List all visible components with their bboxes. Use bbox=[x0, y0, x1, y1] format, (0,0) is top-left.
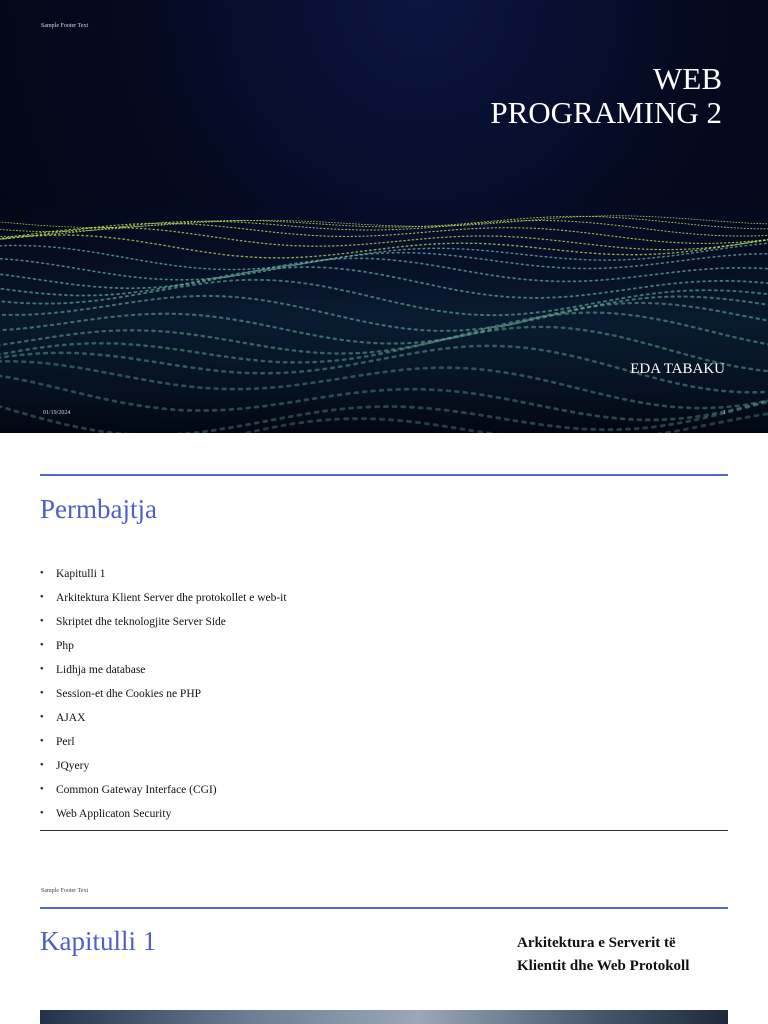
contents-list bbox=[40, 564, 287, 828]
page-number: 1 bbox=[723, 410, 726, 416]
subtitle-line-2: Klientit dhe Web Protokoll bbox=[517, 958, 690, 974]
slide-title bbox=[322, 62, 722, 130]
list-item: • Kapitulli 1 bbox=[40, 564, 287, 588]
top-rule bbox=[40, 474, 728, 476]
contents-heading: Permbajtja bbox=[40, 494, 157, 524]
footer-text: Sample Footer Text bbox=[41, 888, 89, 894]
list-item: • Arkitektura Klient Server dhe protokollet e web-it bbox=[40, 588, 287, 612]
author-name: EDA TABAKU bbox=[630, 361, 725, 377]
list-item: • Web Applicaton Security bbox=[40, 804, 287, 828]
subtitle-line-1: Arkitektura e Serverit të bbox=[517, 935, 676, 951]
list-item: • Session-et dhe Cookies ne PHP bbox=[40, 684, 287, 708]
footer-text: Sample Footer Text bbox=[41, 23, 89, 29]
title-line-1: WEB bbox=[653, 61, 722, 96]
list-item: • AJAX bbox=[40, 708, 287, 732]
list-item: • Perl bbox=[40, 732, 287, 756]
chapter-slide bbox=[0, 865, 768, 1024]
bottom-rule bbox=[40, 830, 728, 831]
list-item: • Skriptet dhe teknologjite Server Side bbox=[40, 612, 287, 636]
chapter-heading: Kapitulli 1 bbox=[40, 926, 157, 956]
list-item: • Lidhja me database bbox=[40, 660, 287, 684]
top-rule bbox=[40, 907, 728, 909]
title-slide bbox=[0, 0, 768, 433]
list-item: • Common Gateway Interface (CGI) bbox=[40, 780, 287, 804]
slide-date: 01/19/2024 bbox=[43, 410, 71, 416]
list-item: • JQyery bbox=[40, 756, 287, 780]
list-item: • Php bbox=[40, 636, 287, 660]
server-room-photo bbox=[40, 1010, 728, 1024]
contents-slide bbox=[0, 433, 768, 865]
title-line-2: PROGRAMING 2 bbox=[490, 95, 722, 130]
chapter-subtitle bbox=[517, 932, 727, 978]
